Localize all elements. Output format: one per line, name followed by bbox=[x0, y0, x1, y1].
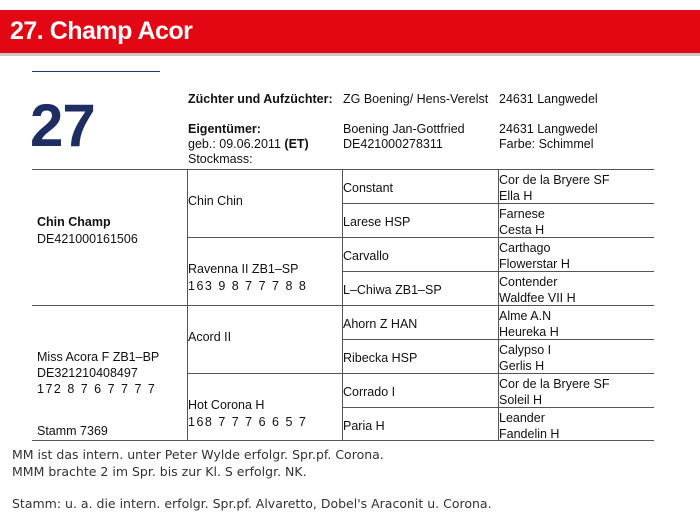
gen4-ancestor: Cor de la Bryere SF bbox=[499, 173, 610, 187]
gen4-ancestor: Ella H bbox=[499, 189, 533, 203]
title-bar-shadow bbox=[0, 53, 700, 56]
gen4-ancestor: Leander bbox=[499, 411, 545, 425]
gen4-ancestor: Heureka H bbox=[499, 325, 559, 339]
dam-sire: Acord II bbox=[188, 330, 232, 344]
gen3-ancestor: Ahorn Z HAN bbox=[343, 317, 418, 331]
gen4-ancestor: Gerlis H bbox=[499, 359, 545, 373]
catalog-number: 27 bbox=[30, 92, 95, 159]
gen3-ancestor: Constant bbox=[343, 181, 394, 195]
note-line: MM ist das intern. unter Peter Wylde erfolgr. Spr.pf. Corona. bbox=[12, 447, 384, 462]
pedigree-bottom-rule bbox=[32, 440, 654, 441]
owner-label: Eigentümer: bbox=[188, 122, 261, 136]
dam-dam-name: Hot Corona H bbox=[188, 398, 265, 412]
top-rule bbox=[32, 71, 160, 72]
owner-name: Boening Jan-Gottfried bbox=[343, 122, 465, 136]
ueln: DE421000278311 bbox=[343, 137, 443, 151]
gen4-ancestor: Alme A.N bbox=[499, 309, 552, 323]
dam-id: DE321210408497 bbox=[37, 366, 138, 380]
gen4-ancestor: Cor de la Bryere SF bbox=[499, 377, 610, 391]
gen4-ancestor: Fandelin H bbox=[499, 427, 560, 441]
sire-dam-scores: 163 9 8 7 7 7 8 8 bbox=[188, 279, 308, 293]
page-title: 27. Champ Acor bbox=[10, 17, 193, 45]
gen3-ancestor: Paria H bbox=[343, 419, 385, 433]
gen4-ancestor: Waldfee VII H bbox=[499, 291, 576, 305]
gen4-ancestor: Soleil H bbox=[499, 393, 543, 407]
breeder-label: Züchter und Aufzüchter: bbox=[188, 92, 333, 106]
gen4-ancestor: Contender bbox=[499, 275, 558, 289]
breeder-place: 24631 Langwedel bbox=[499, 92, 598, 106]
title-bar bbox=[0, 10, 700, 53]
dam-stamm: Stamm 7369 bbox=[37, 424, 108, 438]
note-line: Stamm: u. a. die intern. erfolgr. Spr.pf. Alvaretto, Dobel's Araconit u. Corona. bbox=[12, 496, 492, 511]
sire-sire: Chin Chin bbox=[188, 194, 243, 208]
gen4-ancestor: Flowerstar H bbox=[499, 257, 570, 271]
birth-date-text: geb.: 09.06.2011 bbox=[188, 137, 281, 151]
gen3-ancestor: Ribecka HSP bbox=[343, 351, 418, 365]
sire-id: DE421000161506 bbox=[37, 232, 138, 246]
dam-dam-scores: 168 7 7 7 6 6 5 7 bbox=[188, 415, 308, 429]
dam-scores: 172 8 7 6 7 7 7 7 bbox=[37, 382, 157, 396]
birth-date bbox=[188, 137, 309, 152]
rule bbox=[188, 373, 654, 374]
gen4-ancestor: Calypso I bbox=[499, 343, 552, 357]
stockmass-label: Stockmass: bbox=[188, 152, 253, 166]
note-line: MMM brachte 2 im Spr. bis zur Kl. S erfolgr. NK. bbox=[12, 464, 307, 479]
gen4-ancestor: Farnese bbox=[499, 207, 545, 221]
sire-name: Chin Champ bbox=[37, 215, 111, 229]
pedigree-top-rule bbox=[32, 169, 654, 170]
gen3-ancestor: Carvallo bbox=[343, 249, 389, 263]
gen3-ancestor: Larese HSP bbox=[343, 215, 411, 229]
coat-color: Farbe: Schimmel bbox=[499, 137, 594, 151]
sire-dam-name: Ravenna II ZB1–SP bbox=[188, 262, 299, 276]
breeder-name: ZG Boening/ Hens-Verelst bbox=[343, 92, 489, 106]
gen4-ancestor: Cesta H bbox=[499, 223, 545, 237]
gen4-ancestor: Carthago bbox=[499, 241, 551, 255]
owner-place: 24631 Langwedel bbox=[499, 122, 598, 136]
gen3-ancestor: L–Chiwa ZB1–SP bbox=[343, 283, 442, 297]
rule bbox=[188, 237, 654, 238]
gen3-ancestor: Corrado I bbox=[343, 385, 396, 399]
dam-name: Miss Acora F ZB1–BP bbox=[37, 350, 160, 364]
et-mark: (ET) bbox=[284, 137, 309, 151]
